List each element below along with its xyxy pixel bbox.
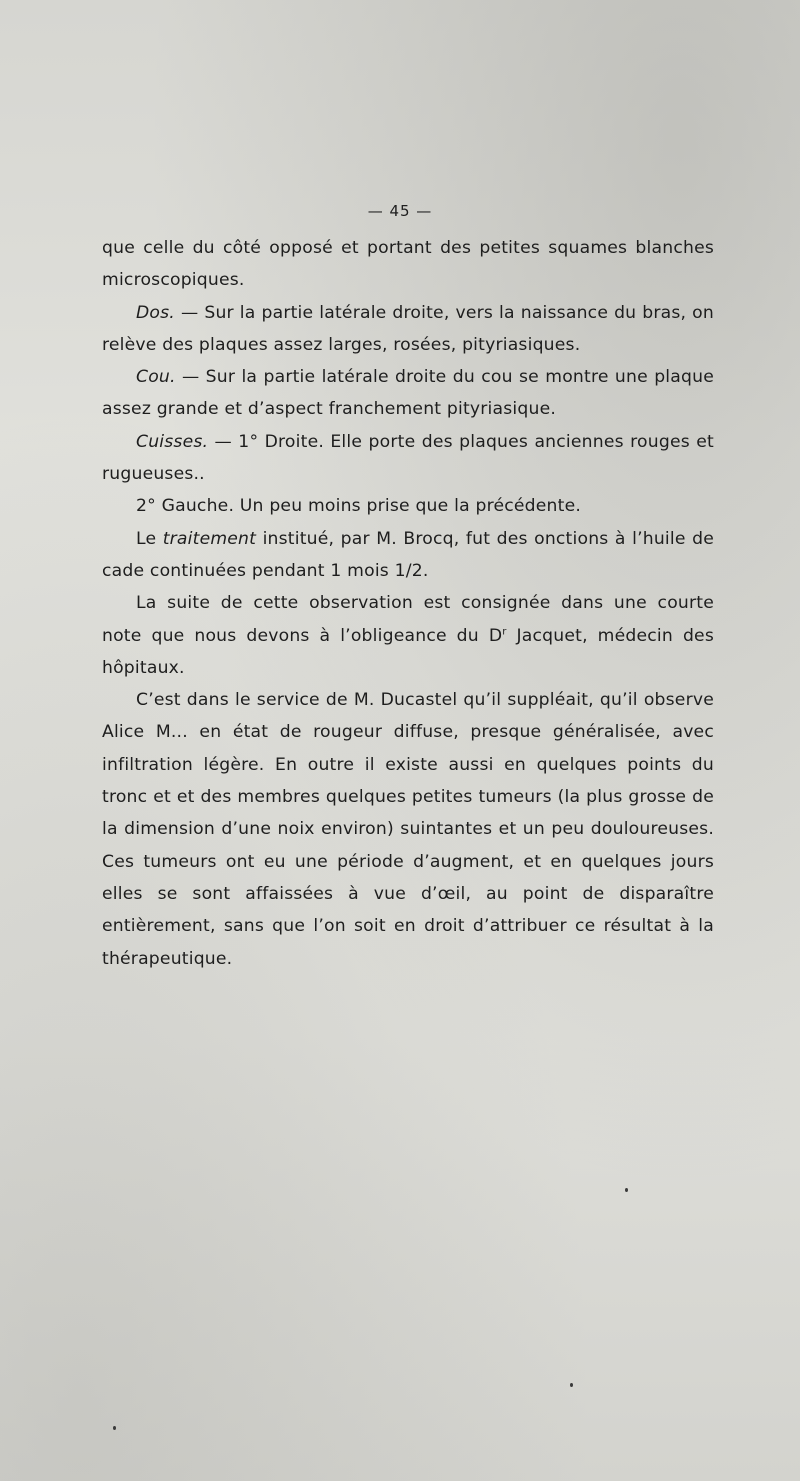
section-heading-dos: Dos. (136, 302, 175, 323)
body-text (102, 232, 714, 975)
paragraph-text: — 1° Droite. Elle porte des plaques anciennes rouges et rugueuses.. (102, 431, 714, 485)
paragraph-text: 2° Gauche. Un peu moins prise que la précédente. (136, 496, 582, 517)
paragraph-gauche (102, 490, 714, 522)
paragraph-text: institué, par M. Brocq, fut des onctions à l’huile de cade continuées pendant 1 mois 1/2. (102, 528, 714, 581)
paragraph-dos (102, 297, 714, 362)
paragraph-observation (102, 684, 714, 975)
paragraph-text: C’est dans le service de M. Ducastel qu’il suppléait, qu’il observe Alice M... en état de rougeur diffuse, presque généralisée, avec infiltration légère. En outre il existe aussi en quelques points du tronc et et des membres quelques petites tumeurs (la plus grosse de la dimension d’une noix environ) suintantes et un peu douloureuses. Ces tumeurs ont eu une période d’augment, et en quelques jours elles se sont affaissées à vue d’œil, au point de disparaître entièrement, sans que l’on soit en droit d’attribuer ce résultat à la thérapeutique. (102, 690, 714, 969)
paragraph-text: Jacquet, médecin des hôpitaux. (102, 625, 714, 678)
page-number: — 45 — (367, 202, 433, 220)
italic-term: traitement (162, 528, 257, 549)
paragraph-suite (102, 587, 714, 684)
paragraph-cuisses (102, 426, 714, 491)
paragraph-text: que celle du côté opposé et portant des petites squames blanches microscopiques. (102, 238, 714, 291)
paragraph-text: — Sur la partie latérale droite du cou se montre une plaque assez grande et d’aspect franchement pityriasique. (102, 367, 714, 420)
paper-speck (570, 1383, 573, 1387)
paragraph-text: — Sur la partie latérale droite, vers la naissance du bras, on relève des plaques assez larges, rosées, pityriasiques. (102, 302, 714, 355)
section-heading-cuisses: Cuisses. (136, 431, 209, 452)
paragraph-text: La suite de cette observation est consignée dans une courte note que nous devons à l’obligeance du D (102, 593, 714, 646)
paper-speck (113, 1426, 116, 1430)
paragraph-traitement (102, 523, 714, 588)
paragraph-continuation (102, 232, 714, 297)
superscript: r (502, 625, 507, 637)
paragraph-cou (102, 361, 714, 426)
paper-speck (625, 1188, 628, 1192)
paragraph-text: Le (136, 528, 163, 549)
section-heading-cou: Cou. (136, 367, 176, 388)
